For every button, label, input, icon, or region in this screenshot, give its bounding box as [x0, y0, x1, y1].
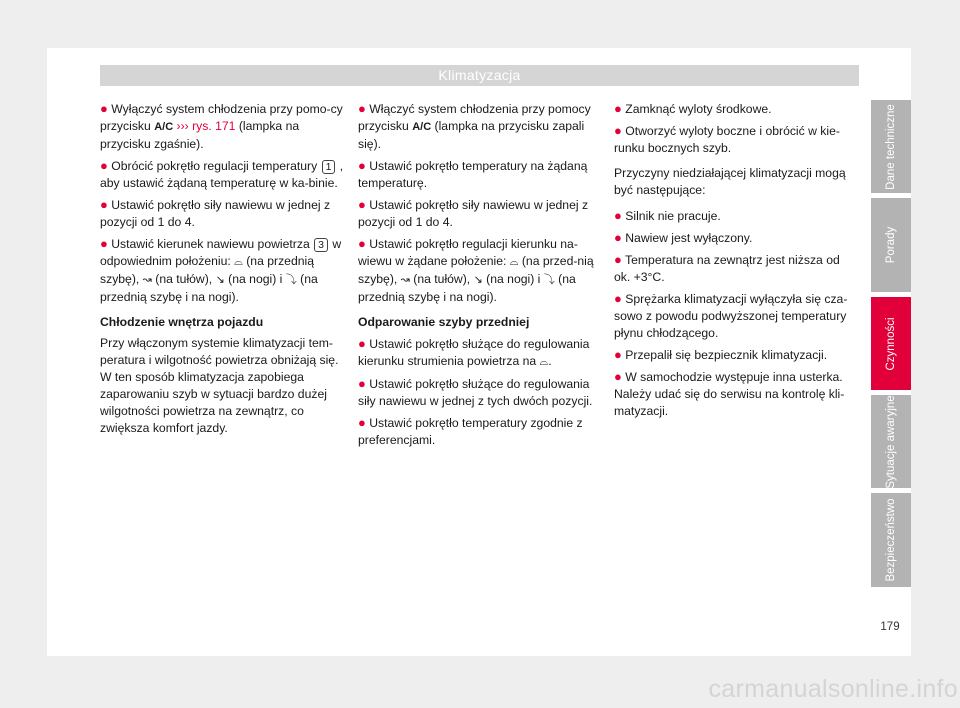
bullet-icon: ● — [614, 230, 622, 245]
page-number: 179 — [880, 621, 900, 633]
callout-number: 3 — [314, 238, 328, 252]
bullet-item: ● Ustawić pokrętło służące do regulowania kierunku strumienia powietrza na ⌓. — [358, 336, 590, 368]
bullet-item: ● Ustawić pokrętło regulacji kierunku na-wiewu w żądane położenie: ⌓ (na przed-nią szybę), ↝ (na tułów), ↘ (na nogi) i ⤵ (na przednią szybę i na nogi). — [358, 236, 594, 304]
figure-link[interactable]: rys. 171 — [192, 119, 236, 133]
bullet-item: ● Ustawić kierunek nawiewu powietrza 3 w odpowiednim położeniu: ⌓ (na przednią szybę), ↝ (na tułów), ↘ (na nogi) i ⤵ (na przednią szybę i na nogi). — [100, 236, 342, 304]
bullet-item: ● Sprężarka klimatyzacji wyłączyła się cza-sowo z powodu podwyższonej temperatury płynu chłodzącego. — [614, 291, 848, 340]
bullet-item: ● Otworzyć wyloty boczne i obrócić w kie-runku bocznych szyb. — [614, 123, 840, 155]
bullet-item: ● Silnik nie pracuje. — [614, 208, 721, 223]
bullet-icon: ● — [358, 376, 366, 391]
bullet-icon: ● — [358, 197, 366, 212]
bullet-item: ● Temperatura na zewnątrz jest niższa od ok. +3°C. — [614, 252, 840, 284]
bullet-item: ● Ustawić pokrętło służące do regulowania siły nawiewu w jednej z tych dwóch pozycji. — [358, 376, 593, 408]
windshield-feet-air-icon: ⤵ — [285, 274, 297, 286]
bullet-icon: ● — [358, 415, 366, 430]
tab-porady[interactable]: Porady — [871, 198, 911, 292]
column-2 — [358, 100, 603, 453]
tab-czynnosci[interactable]: Czynności — [871, 297, 911, 390]
tab-sytuacje-awaryjne[interactable]: Sytuacje awaryjne — [871, 395, 911, 488]
bullet-icon: ● — [358, 336, 366, 351]
bullet-icon: ● — [100, 101, 108, 116]
bullet-icon: ● — [358, 158, 366, 173]
bullet-icon: ● — [100, 236, 108, 251]
paragraph: Przy włączonym systemie klimatyzacji tem-peratura i wilgotność powietrza obniżają się. W ten sposób klimatyzacja zapobiega zaparowaniu szyb w sytuacji bardzo dużej wilgotności powietrza na zewnątrz, co zwiększa komfort jazdy. — [100, 336, 339, 435]
windshield-air-icon: ⌓ — [539, 356, 549, 368]
windshield-air-icon: ⌓ — [509, 256, 519, 268]
bullet-item: ● Ustawić pokrętło siły nawiewu w jednej z pozycji od 1 do 4. — [358, 197, 589, 229]
watermark: carmanualsonline.info — [708, 675, 958, 703]
feet-air-icon: ↘ — [215, 274, 225, 286]
column-1 — [100, 100, 345, 441]
body-air-icon: ↝ — [400, 274, 410, 286]
bullet-item: ● Włączyć system chłodzenia przy pomocy przycisku A/C (lampka na przycisku zapali się). — [358, 101, 591, 151]
bullet-icon: ● — [100, 197, 108, 212]
bullet-icon: ● — [614, 347, 622, 362]
feet-air-icon: ↘ — [473, 274, 483, 286]
bullet-item: ● Zamknąć wyloty środkowe. — [614, 101, 772, 116]
bullet-item: ● Ustawić pokrętło siły nawiewu w jednej z pozycji od 1 do 4. — [100, 197, 331, 229]
bullet-icon: ● — [614, 208, 622, 223]
bullet-icon: ● — [614, 123, 622, 138]
ac-button-icon: A/C — [154, 121, 174, 133]
windshield-feet-air-icon: ⤵ — [543, 274, 555, 286]
ac-button-icon: A/C — [412, 121, 432, 133]
section-heading: Chłodzenie wnętrza pojazdu — [100, 315, 264, 329]
bullet-item: ● Ustawić pokrętło temperatury zgodnie z preferencjami. — [358, 415, 583, 447]
bullet-item: ● Wyłączyć system chłodzenia przy pomo-cy przycisku A/C ››› rys. 171 (lampka na przycisku zgaśnie). — [100, 101, 343, 151]
bullet-icon: ● — [614, 252, 622, 267]
tab-bezpieczenstwo[interactable]: Bezpieczeństwo — [871, 493, 911, 587]
bullet-item: ● Przepalił się bezpiecznik klimatyzacji. — [614, 347, 828, 362]
callout-number: 1 — [322, 160, 336, 174]
bullet-item: ● Obrócić pokrętło regulacji temperatury 1 , aby ustawić żądaną temperaturę w ka-binie. — [100, 158, 344, 190]
bullet-item: ● Nawiew jest wyłączony. — [614, 230, 753, 245]
section-heading: Odparowanie szyby przedniej — [358, 315, 530, 329]
bullet-icon: ● — [358, 236, 366, 251]
bullet-icon: ● — [614, 101, 622, 116]
bullet-icon: ● — [614, 291, 622, 306]
column-3 — [614, 100, 859, 424]
bullet-item: ● W samochodzie występuje inna usterka. Należy udać się do serwisu na kontrolę kli-matyzacji. — [614, 369, 845, 418]
page-header: Klimatyzacja — [100, 65, 859, 86]
tab-dane-techniczne[interactable]: Dane techniczne — [871, 100, 911, 193]
paragraph: Przyczyny niedziałającej klimatyzacji mogą być następujące: — [614, 166, 846, 197]
windshield-air-icon: ⌓ — [234, 256, 243, 268]
bullet-icon: ● — [614, 369, 622, 384]
bullet-icon: ● — [358, 101, 366, 116]
bullet-icon: ● — [100, 158, 108, 173]
body-air-icon: ↝ — [142, 274, 152, 286]
arrows-ref: ››› — [176, 119, 189, 133]
bullet-item: ● Ustawić pokrętło temperatury na żądaną temperaturę. — [358, 158, 588, 190]
